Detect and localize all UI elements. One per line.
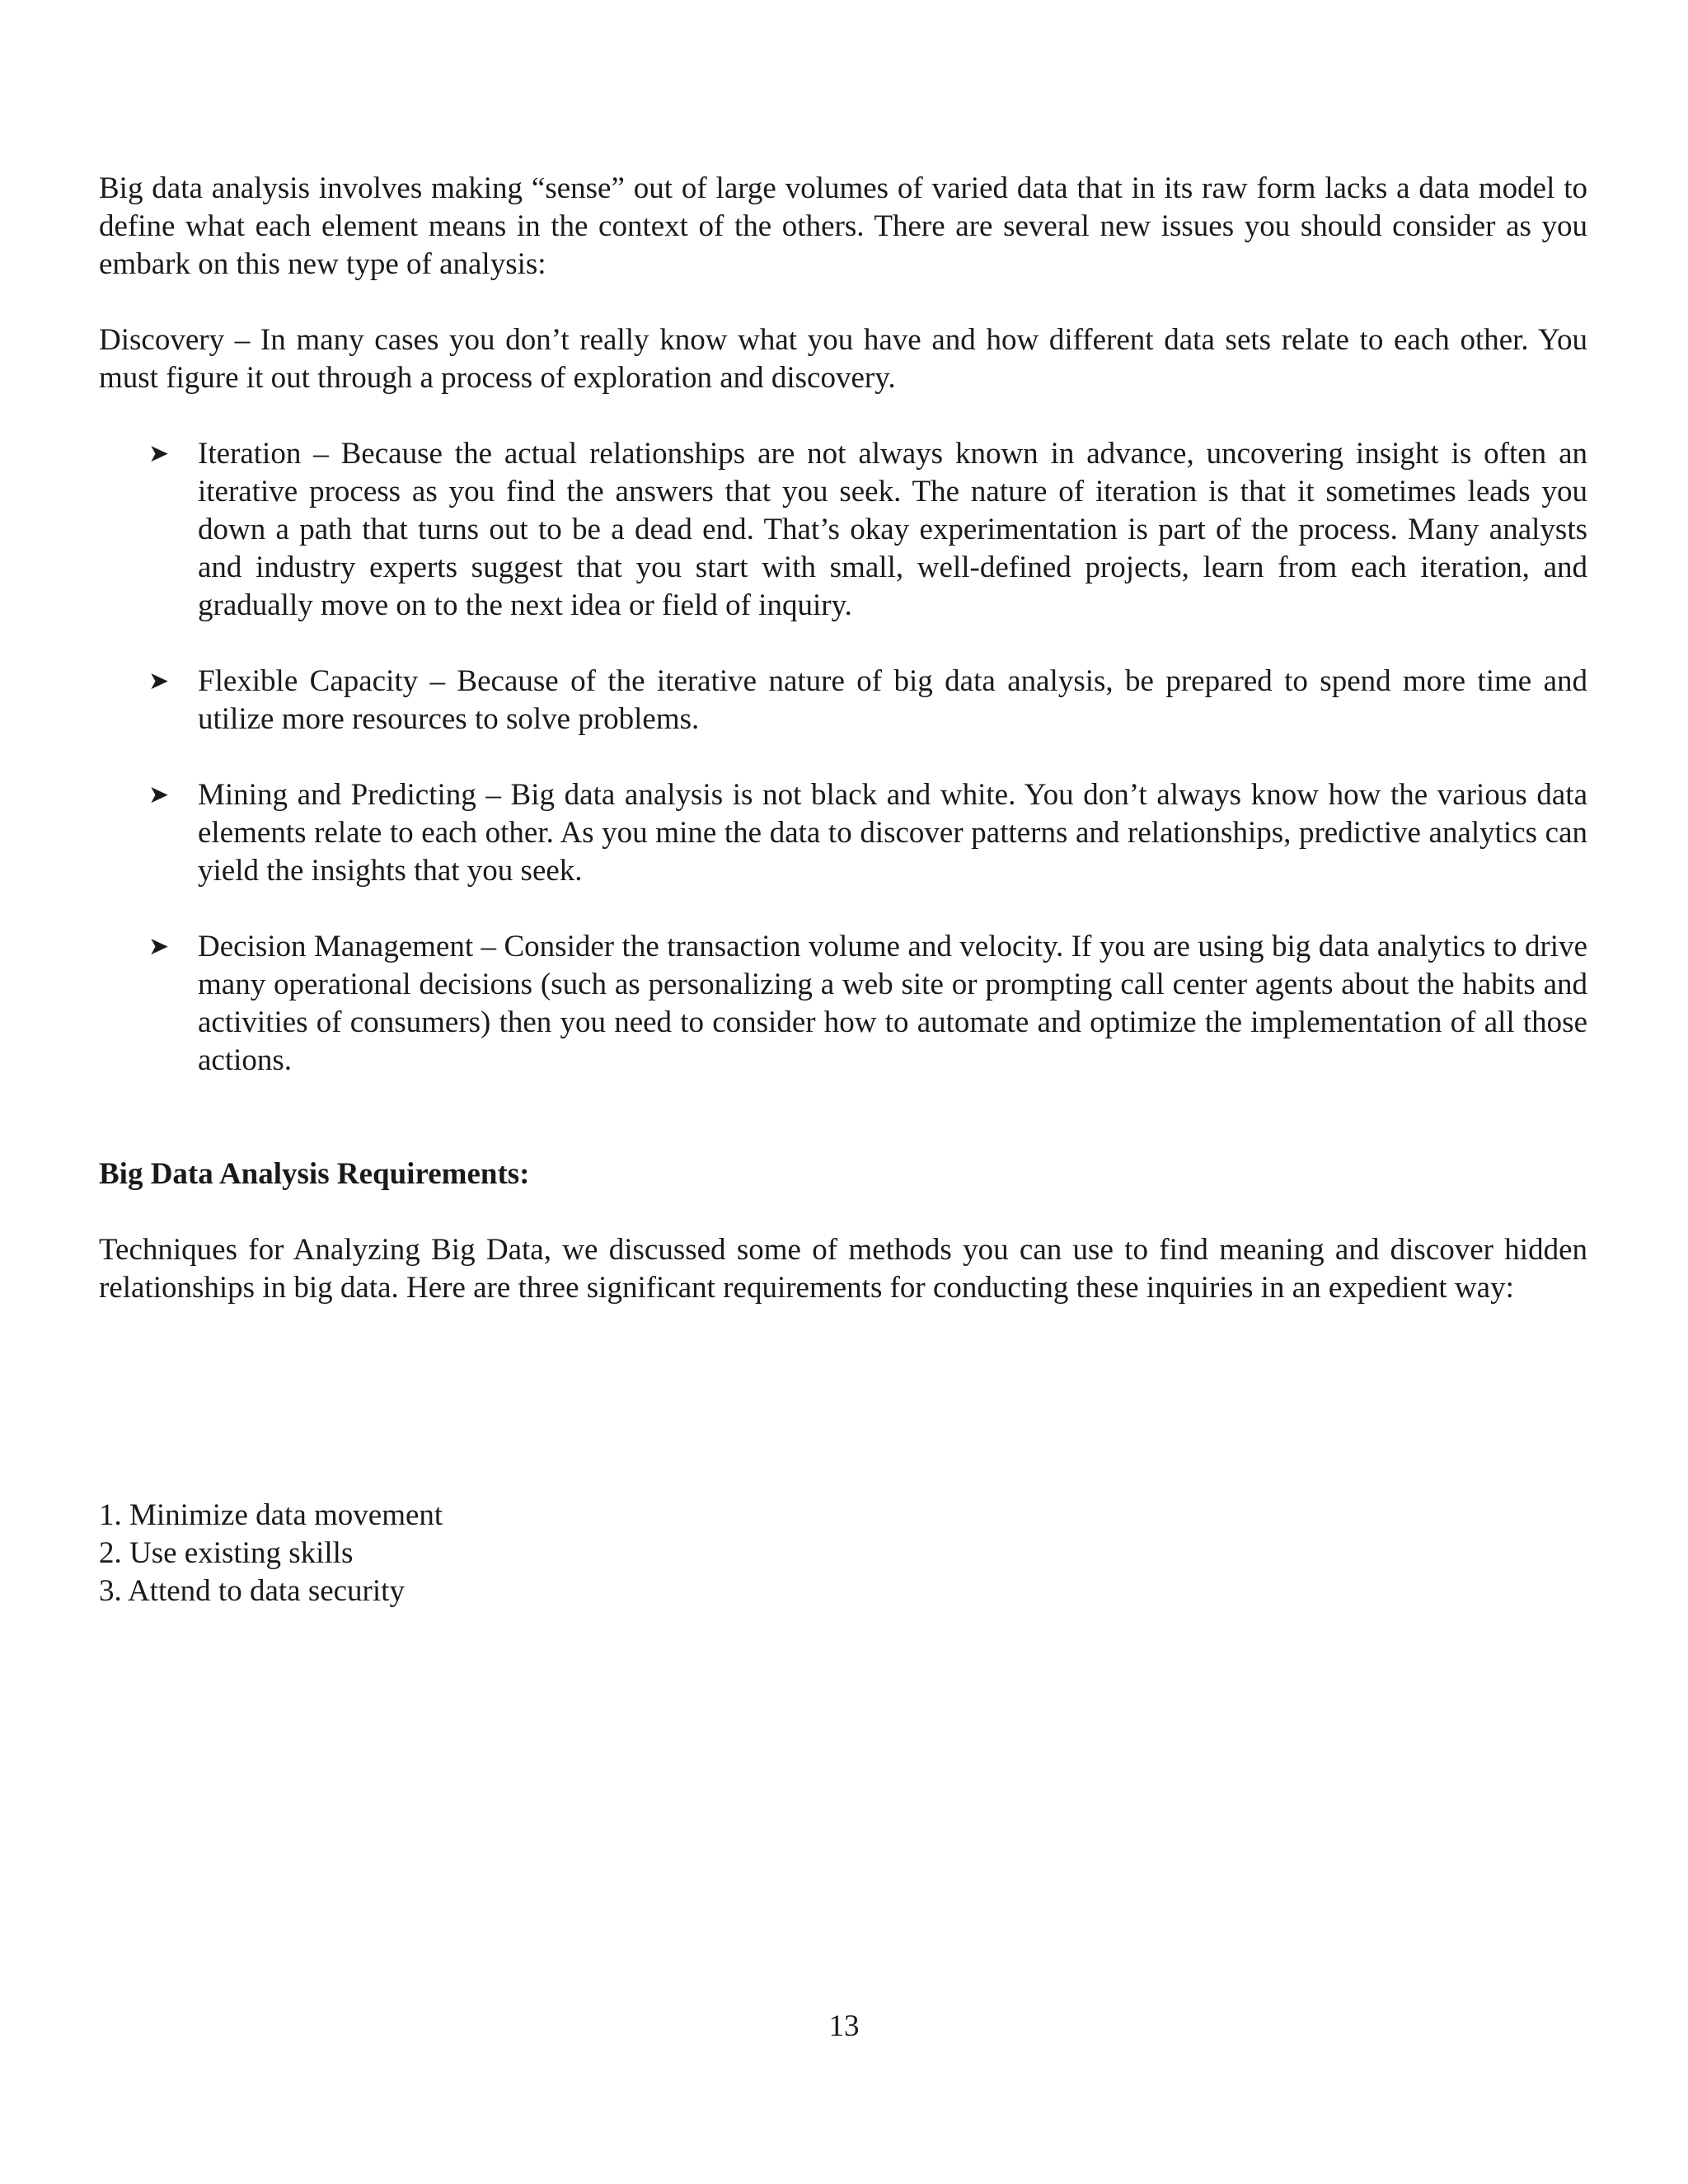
list-item-text: Mining and Predicting – Big data analysis is not black and white. You don’t always know how the various data elements relate to each other. As you mine the data to discover patterns and relationships, predictive analytics can yield the insights that you seek. bbox=[198, 778, 1587, 888]
list-item: 3. Attend to data security bbox=[99, 1574, 405, 1608]
list-item: 2. Use existing skills bbox=[99, 1536, 354, 1570]
page-content bbox=[99, 170, 1587, 1610]
list-item bbox=[148, 663, 1587, 738]
techniques-paragraph: Techniques for Analyzing Big Data, we discussed some of methods you can use to find meaning and discover hidden relationships in big data. Here are three significant requirements for conducting these inquiries in an expedient way: bbox=[99, 1233, 1587, 1305]
page-number: 13 bbox=[828, 2009, 860, 2043]
arrowhead-bullet-icon: ➤ bbox=[148, 780, 170, 809]
list-item-text: Iteration – Because the actual relationships are not always known in advance, uncovering insight is often an iterative process as you find the answers that you seek. The nature of iteration is that it sometimes leads you down a path that turns out to be a dead end. That’s okay experimentation is part of the process. Many analysts and industry experts suggest that you start with small, well-defined projects, learn from each iteration, and gradually move on to the next idea or field of inquiry. bbox=[198, 437, 1587, 622]
list-item-text: Decision Management – Consider the transaction volume and velocity. If you are using big data analytics to drive many operational decisions (such as personalizing a web site or prompting call center agents about the habits and activities of consumers) then you need to consider how to automate and optimize the implementation of all those actions. bbox=[198, 930, 1587, 1077]
list-item bbox=[148, 928, 1587, 1080]
list-item bbox=[148, 435, 1587, 625]
intro-paragraph: Big data analysis involves making “sense” out of large volumes of varied data that in its raw form lacks a data model to define what each element means in the context of the others. There are several new issues you should consider as you embark on this new type of analysis: bbox=[99, 171, 1587, 281]
requirements-list bbox=[99, 1497, 1587, 1610]
analysis-issues-list bbox=[99, 435, 1587, 1080]
arrowhead-bullet-icon: ➤ bbox=[148, 667, 170, 696]
section-heading: Big Data Analysis Requirements: bbox=[99, 1157, 530, 1191]
arrowhead-bullet-icon: ➤ bbox=[148, 932, 170, 961]
list-item: 1. Minimize data movement bbox=[99, 1498, 443, 1532]
arrowhead-bullet-icon: ➤ bbox=[148, 439, 170, 468]
list-item bbox=[148, 776, 1587, 890]
discovery-paragraph: Discovery – In many cases you don’t really know what you have and how different data sets relate to each other. You must figure it out through a process of exploration and discovery. bbox=[99, 323, 1587, 395]
list-item-text: Flexible Capacity – Because of the iterative nature of big data analysis, be prepared to spend more time and utilize more resources to solve problems. bbox=[198, 664, 1587, 736]
